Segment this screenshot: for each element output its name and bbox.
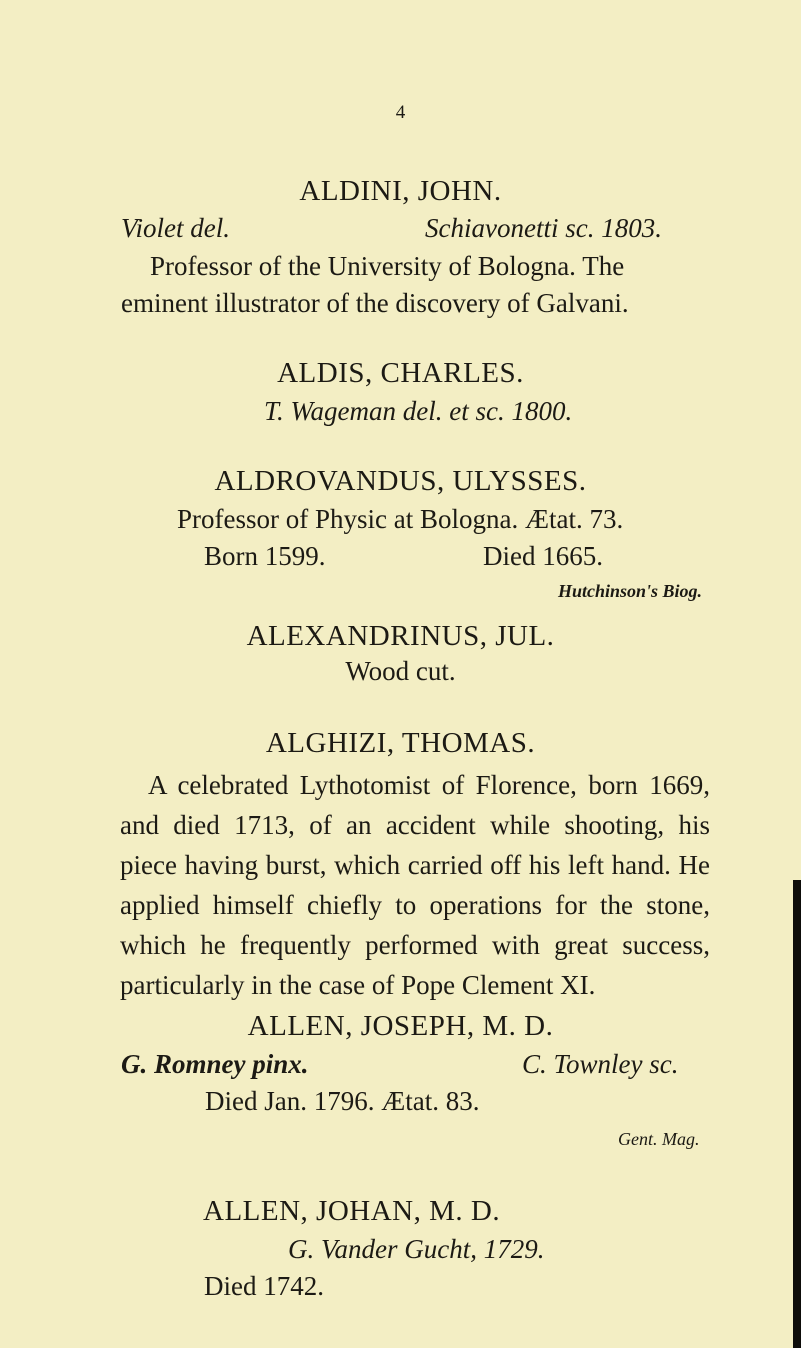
artist-right-aldini: Schiavonetti sc. 1803. [425, 213, 662, 243]
source-aldrovandus: Hutchinson's Biog. [558, 581, 703, 601]
died-aldrovandus: Died 1665. [483, 541, 603, 571]
entry-name-alghizi: ALGHIZI, THOMAS. [265, 727, 536, 759]
artist-left-allen-joseph: G. Romney pinx. [121, 1049, 309, 1079]
description-aldini-line1: Professor of the University of Bologna. The [150, 251, 625, 281]
entry-name-aldrovandus: ALDROVANDUS, ULYSSES. [214, 465, 587, 497]
born-aldrovandus: Born 1599. [204, 541, 326, 571]
entry-name-aldini: ALDINI, JOHN. [299, 175, 502, 207]
died-allen-johan: Died 1742. [204, 1271, 324, 1301]
page-number: 4 [395, 102, 406, 123]
artist-right-allen-joseph: C. Townley sc. [522, 1049, 679, 1079]
artist-left-aldini: Violet del. [121, 213, 230, 243]
entry-name-allen-johan: ALLEN, JOHAN, M. D. [203, 1195, 501, 1227]
artist-allen-johan: G. Vander Gucht, 1729. [288, 1234, 545, 1264]
note-alexandrinus: Wood cut. [345, 656, 456, 686]
description-aldrovandus: Professor of Physic at Bologna. Ætat. 73. [177, 504, 624, 534]
entry-name-alexandrinus: ALEXANDRINUS, JUL. [246, 620, 555, 652]
entry-name-aldis: ALDIS, CHARLES. [277, 357, 524, 389]
source-allen-joseph: Gent. Mag. [618, 1129, 700, 1149]
died-allen-joseph: Died Jan. 1796. Ætat. 83. [205, 1086, 480, 1116]
description-alghizi: A celebrated Lythotomist of Florence, born 1669, and died 1713, of an accident while shooting, his piece having burst, which carried off his left hand. He applied himself chiefly to operations for the stone, which he frequently performed with great success, particularly in the case of Pope Clement XI. [120, 770, 710, 1000]
page-edge-shadow [793, 880, 801, 1348]
entry-name-allen-joseph: ALLEN, JOSEPH, M. D. [247, 1010, 554, 1042]
artist-aldis: T. Wageman del. et sc. 1800. [264, 396, 573, 426]
description-aldini-line2: eminent illustrator of the discovery of Galvani. [121, 288, 629, 318]
